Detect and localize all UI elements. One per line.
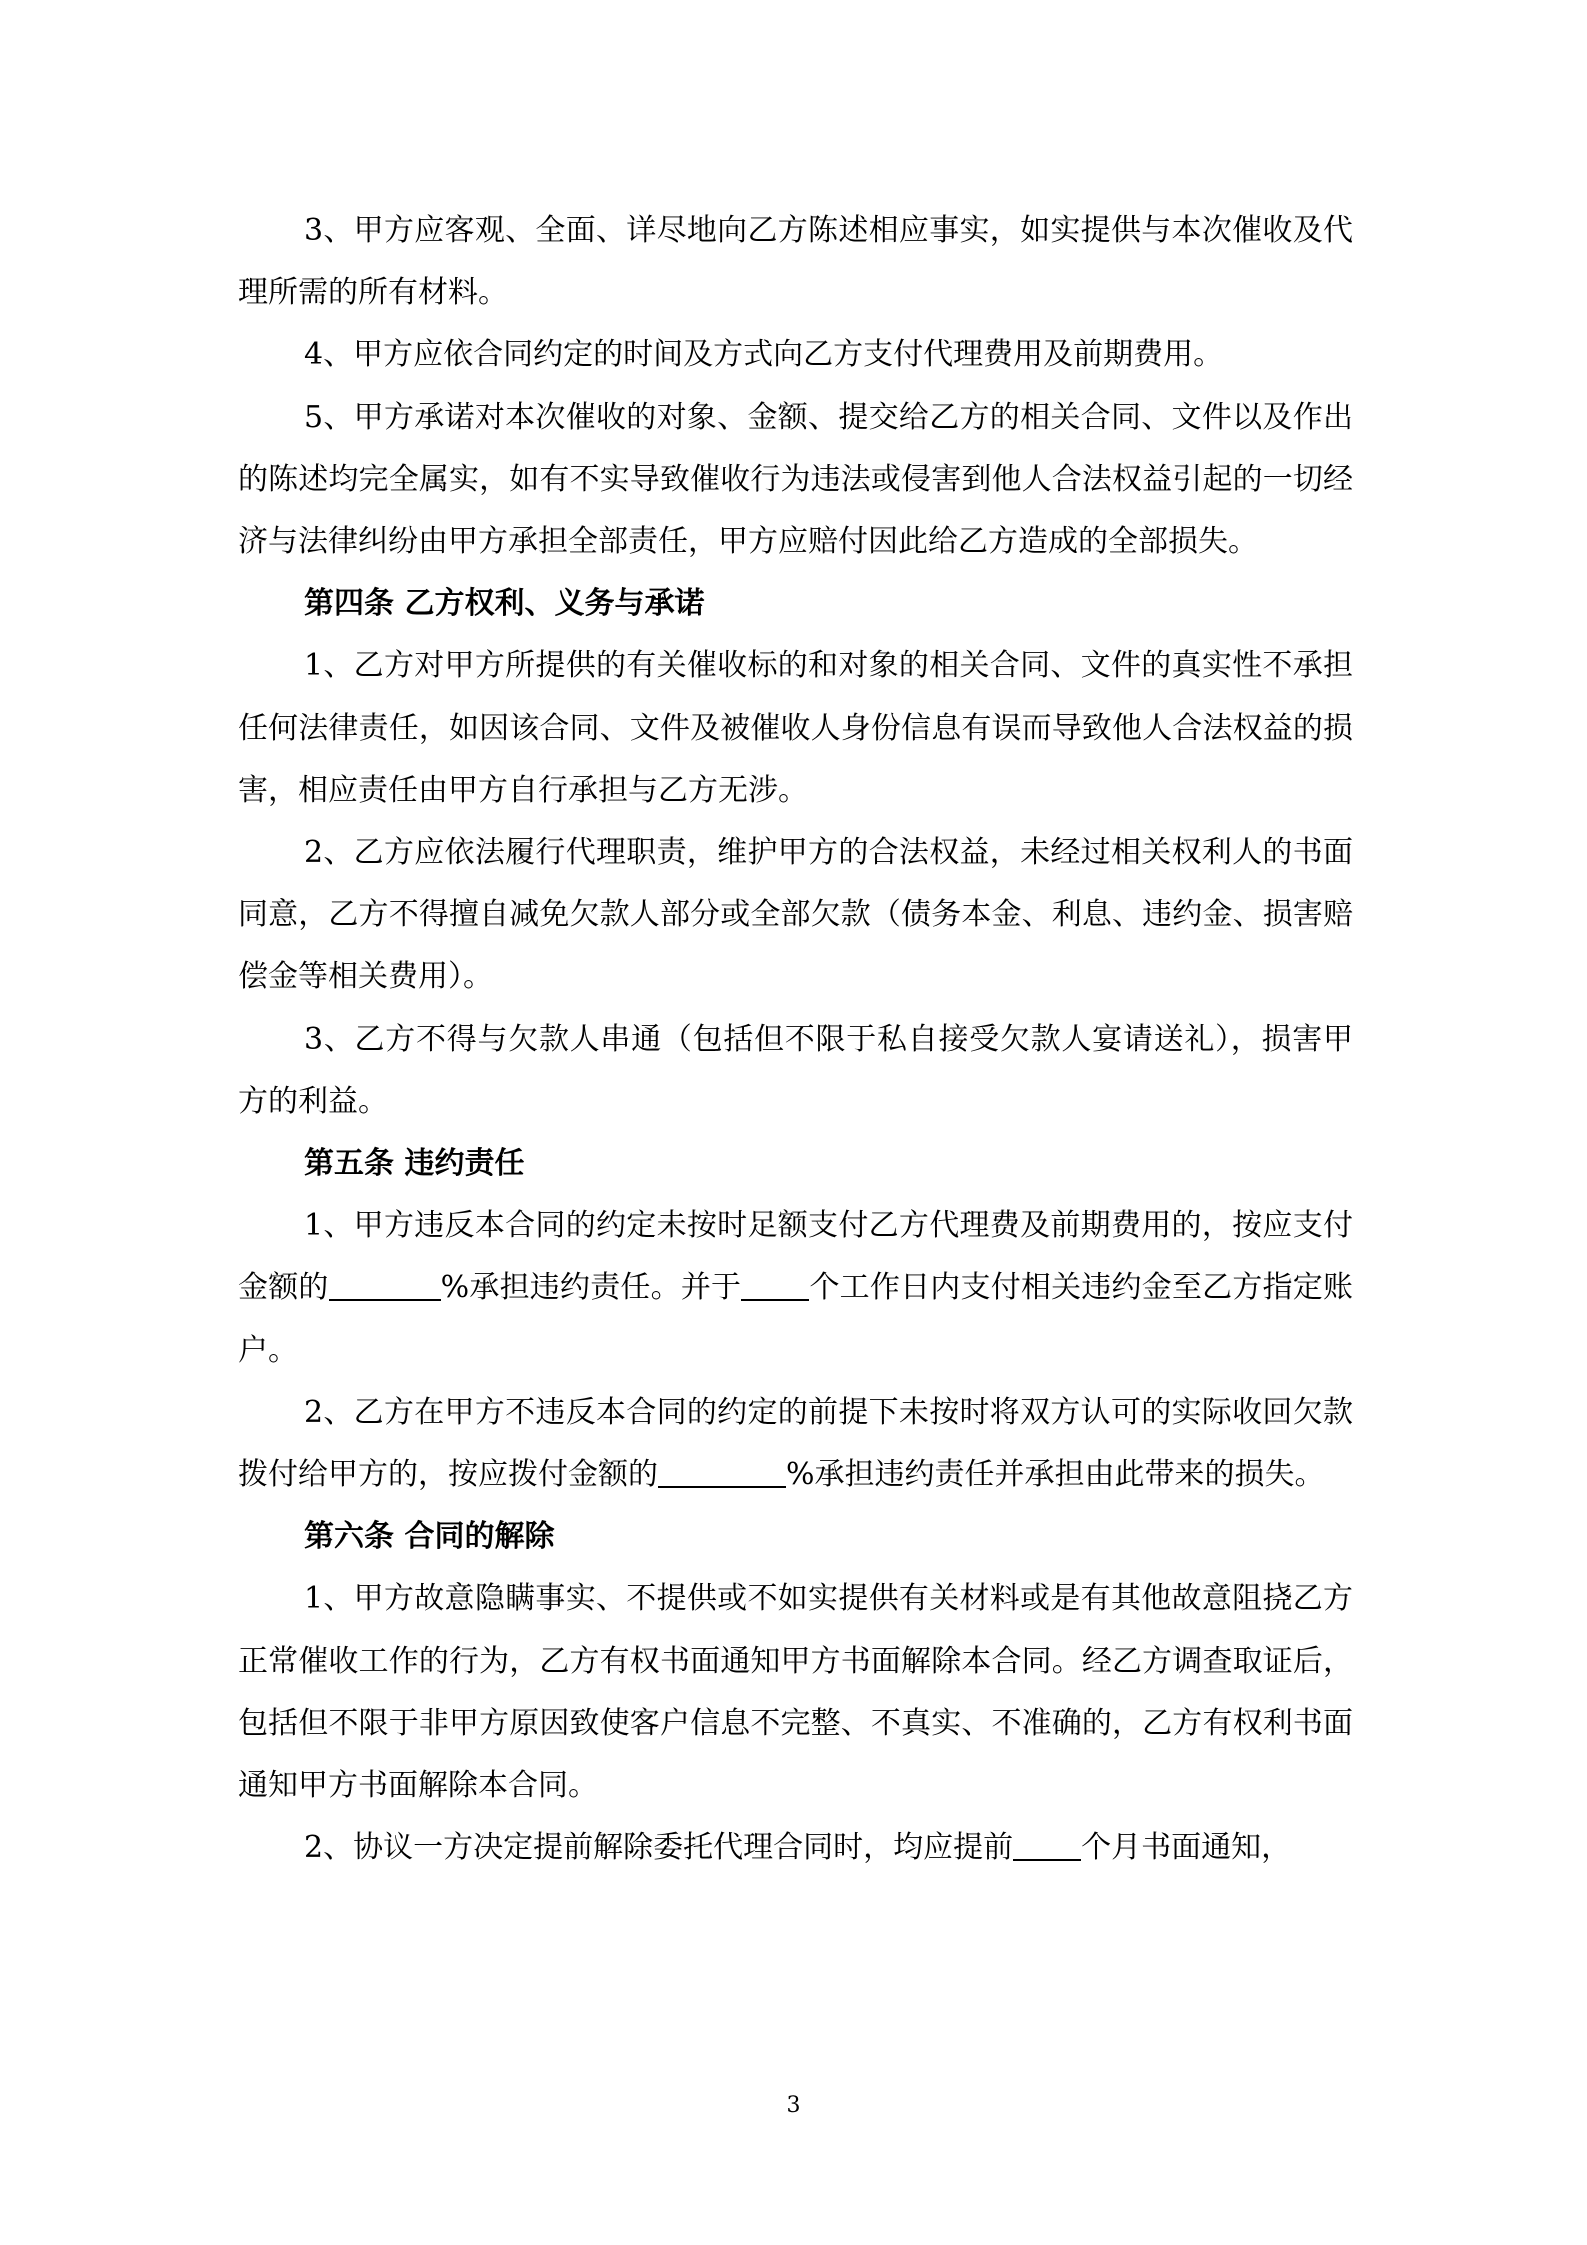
article5-item-1 — [238, 1195, 1353, 1382]
remittance-percent-blank[interactable] — [658, 1460, 786, 1488]
article4-item-2: 2、乙方应依法履行代理职责，维护甲方的合法权益，未经过相关权利人的书面同意，乙方不得擅自减免欠款人部分或全部欠款（债务本金、利息、违约金、损害赔偿金等相关费用）。 — [238, 835, 1353, 995]
article5-item-2-text-b: %承担违约责任并承担由此带来的损失。 — [786, 1457, 1325, 1493]
article3-item-5: 5、甲方承诺对本次催收的对象、金额、提交给乙方的相关合同、文件以及作出的陈述均完全属实，如有不实导致催收行为违法或侵害到他人合法权益引起的一切经济与法律纠纷由甲方承担全部责任，甲方应赔付因此给乙方造成的全部损失。 — [238, 399, 1353, 560]
article5-item-1-text-b: %承担违约责任。并于 — [440, 1270, 742, 1306]
article5-item-1-text-a: 1、甲方违反本合同的约定未按时足额支付乙方代理费及前期费用的，按应支付金额的 — [238, 1208, 1353, 1306]
payment-days-blank[interactable] — [741, 1273, 809, 1301]
article5-item-2 — [238, 1382, 1353, 1506]
article6-item-1: 1、甲方故意隐瞒事实、不提供或不如实提供有关材料或是有其他故意阻挠乙方正常催收工作的行为，乙方有权书面通知甲方书面解除本合同。经乙方调查取证后，包括但不限于非甲方原因致使客户信息不完整、不真实、不准确的，乙方有权利书面通知甲方书面解除本合同。 — [238, 1581, 1353, 1804]
article6-item-2 — [238, 1817, 1353, 1879]
notice-months-blank[interactable] — [1013, 1833, 1081, 1861]
article4-item-3: 3、乙方不得与欠款人串通（包括但不限于私自接受欠款人宴请送礼），损害甲方的利益。 — [238, 1021, 1353, 1119]
article5-heading: 第五条 违约责任 — [304, 1146, 525, 1182]
page-number: 3 — [786, 2093, 801, 2118]
article6-item-2-text-b: 个月书面通知， — [1081, 1830, 1292, 1866]
article5-item-2-text-a: 2、乙方在甲方不违反本合同的约定的前提下未按时将双方认可的实际收回欠款拨付给甲方的，按应拨付金额的 — [238, 1394, 1353, 1493]
article4-item-1: 1、乙方对甲方所提供的有关催收标的和对象的相关合同、文件的真实性不承担任何法律责任，如因该合同、文件及被催收人身份信息有误而导致他人合法权益的损害，相应责任由甲方自行承担与乙方无涉。 — [238, 648, 1353, 808]
article4-heading: 第四条 乙方权利、义务与承诺 — [304, 586, 705, 622]
article5-item-1-text-c: 个工作日内支付相关违约金至乙方指定账户。 — [238, 1270, 1354, 1368]
article3-item-3: 3、甲方应客观、全面、详尽地向乙方陈述相应事实，如实提供与本次催收及代理所需的所有材料。 — [238, 213, 1353, 311]
penalty-percent-blank[interactable] — [329, 1273, 441, 1301]
contract-body — [238, 200, 1353, 1879]
article6-item-2-text-a: 2、协议一方决定提前解除委托代理合同时，均应提前 — [304, 1830, 1014, 1866]
article3-item-4: 4、甲方应依合同约定的时间及方式向乙方支付代理费用及前期费用。 — [304, 337, 1224, 373]
article6-heading: 第六条 合同的解除 — [304, 1519, 555, 1555]
